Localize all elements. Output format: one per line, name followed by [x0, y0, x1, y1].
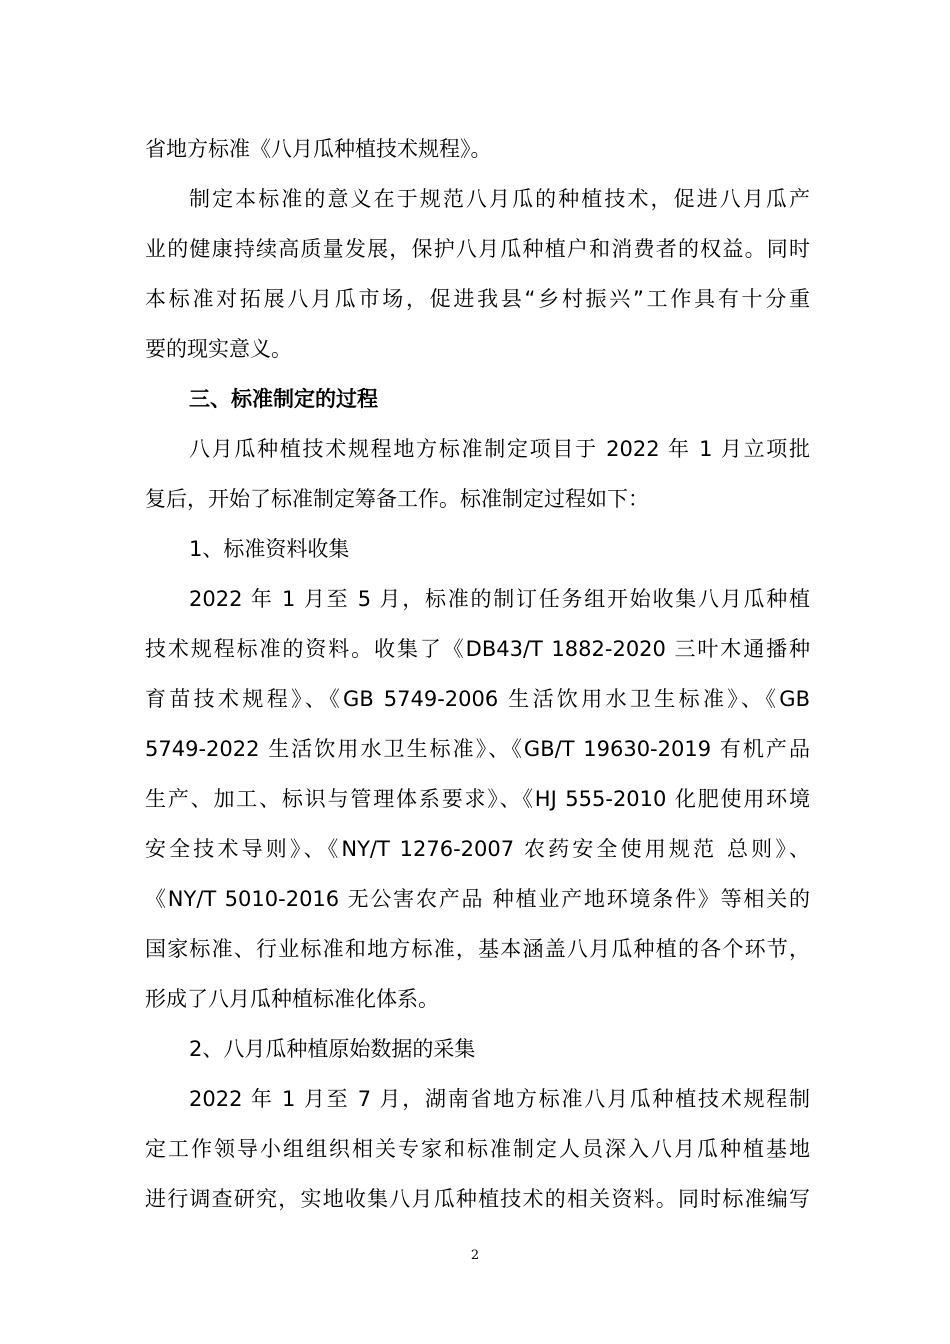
paragraph-line: 国家标准、行业标准和地方标准，基本涵盖八月瓜种植的各个环节， [145, 937, 810, 961]
paragraph-line: 进行调查研究，实地收集八月瓜种植技术的相关资料。同时标准编写 [145, 1187, 810, 1211]
paragraph-line: 生产、加工、标识与管理体系要求》、《HJ 555-2010 化肥使用环境 [145, 787, 810, 811]
paragraph-line: 八月瓜种植技术规程地方标准制定项目于 2022 年 1 月立项批 [189, 437, 810, 461]
section-heading: 三、标准制定的过程 [189, 387, 378, 411]
paragraph-line: 育苗技术规程》、《GB 5749-2006 生活饮用水卫生标准》、《GB [145, 687, 810, 711]
document-body [145, 124, 810, 1224]
page-number: 2 [470, 1248, 480, 1263]
paragraph-line: 技术规程标准的资料。收集了《DB43/T 1882-2020 三叶木通播种 [145, 637, 810, 661]
paragraph-line: 2022 年 1 月至 5 月，标准的制订任务组开始收集八月瓜种植 [189, 587, 810, 611]
paragraph-line: 5749-2022 生活饮用水卫生标准》、《GB/T 19630-2019 有机产品 [145, 737, 810, 761]
paragraph-line: 安全技术导则》、《NY/T 1276-2007 农药安全使用规范 总则》、 [145, 837, 810, 861]
paragraph-line: 2022 年 1 月至 7 月，湖南省地方标准八月瓜种植技术规程制 [189, 1087, 810, 1111]
subsection-heading: 1、标准资料收集 [189, 537, 350, 561]
paragraph-line: 业的健康持续高质量发展，保护八月瓜种植户和消费者的权益。同时 [145, 237, 810, 261]
paragraph-line: 定工作领导小组组织相关专家和标准制定人员深入八月瓜种植基地 [145, 1137, 810, 1161]
paragraph-line: 本标准对拓展八月瓜市场，促进我县“乡村振兴”工作具有十分重 [145, 287, 810, 311]
paragraph-line: 《NY/T 5010-2016 无公害农产品 种植业产地环境条件》等相关的 [145, 887, 810, 911]
paragraph-line: 复后，开始了标准制定筹备工作。标准制定过程如下： [145, 487, 649, 511]
paragraph-line: 要的现实意义。 [145, 337, 292, 361]
paragraph-line: 形成了八月瓜种植标准化体系。 [145, 987, 439, 1011]
subsection-heading: 2、八月瓜种植原始数据的采集 [189, 1037, 476, 1061]
paragraph-line: 省地方标准《八月瓜种植技术规程》。 [145, 137, 492, 161]
paragraph-line: 制定本标准的意义在于规范八月瓜的种植技术，促进八月瓜产 [189, 187, 810, 211]
